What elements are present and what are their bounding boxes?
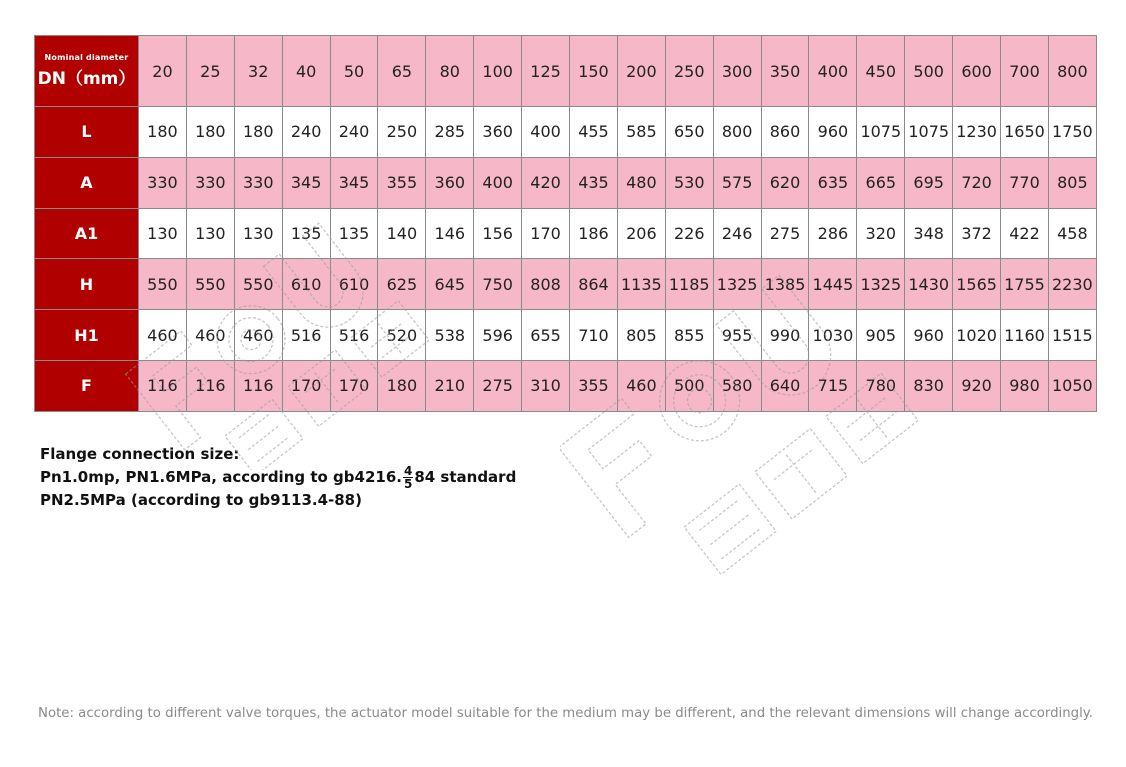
table-cell: 140 xyxy=(378,208,426,259)
flange-connection-note xyxy=(40,444,516,511)
table-cell: 980 xyxy=(1001,360,1049,411)
table-cell: 596 xyxy=(474,310,522,361)
table-cell: 960 xyxy=(905,310,953,361)
table-cell: 585 xyxy=(617,107,665,158)
table-cell: 1515 xyxy=(1048,310,1096,361)
flange-line-1 xyxy=(40,465,516,490)
dimension-table xyxy=(34,35,1097,412)
table-cell: 500 xyxy=(665,360,713,411)
table-cell: 1185 xyxy=(665,259,713,310)
table-row xyxy=(35,157,1097,208)
table-cell: 246 xyxy=(713,208,761,259)
table-cell: 805 xyxy=(1048,157,1096,208)
table-cell: 1230 xyxy=(953,107,1001,158)
nominal-diameter-label: Nominal diameter xyxy=(44,53,129,62)
table-cell: 422 xyxy=(1001,208,1049,259)
table-cell: 1135 xyxy=(617,259,665,310)
dn-value-cell: 32 xyxy=(234,36,282,107)
table-cell: 800 xyxy=(713,107,761,158)
fraction-denominator: 5 xyxy=(403,477,413,491)
table-cell: 1030 xyxy=(809,310,857,361)
table-cell: 1385 xyxy=(761,259,809,310)
table-cell: 2230 xyxy=(1048,259,1096,310)
fraction xyxy=(403,465,413,490)
table-cell: 855 xyxy=(665,310,713,361)
table-cell: 655 xyxy=(522,310,570,361)
table-cell: 180 xyxy=(186,107,234,158)
table-cell: 275 xyxy=(761,208,809,259)
table-cell: 830 xyxy=(905,360,953,411)
table-cell: 550 xyxy=(139,259,187,310)
table-row xyxy=(35,107,1097,158)
table-cell: 538 xyxy=(426,310,474,361)
table-cell: 180 xyxy=(378,360,426,411)
table-cell: 1075 xyxy=(857,107,905,158)
table-cell: 550 xyxy=(186,259,234,310)
dn-value-cell: 25 xyxy=(186,36,234,107)
table-cell: 780 xyxy=(857,360,905,411)
table-cell: 116 xyxy=(139,360,187,411)
dn-value-cell: 700 xyxy=(1001,36,1049,107)
table-cell: 920 xyxy=(953,360,1001,411)
table-cell: 620 xyxy=(761,157,809,208)
dn-value-cell: 20 xyxy=(139,36,187,107)
footer-note: Note: according to different valve torques, the actuator model suitable for the medium may be different, and the relevant dimensions will change accordingly. xyxy=(38,706,1093,721)
table-cell: 580 xyxy=(713,360,761,411)
table-cell: 860 xyxy=(761,107,809,158)
table-cell: 720 xyxy=(953,157,1001,208)
table-row xyxy=(35,208,1097,259)
dimension-table-body xyxy=(35,36,1097,412)
dn-value-cell: 500 xyxy=(905,36,953,107)
header-row xyxy=(35,36,1097,107)
dn-value-cell: 800 xyxy=(1048,36,1096,107)
table-cell: 455 xyxy=(570,107,618,158)
table-cell: 435 xyxy=(570,157,618,208)
table-cell: 1325 xyxy=(713,259,761,310)
table-cell: 960 xyxy=(809,107,857,158)
table-cell: 635 xyxy=(809,157,857,208)
table-cell: 275 xyxy=(474,360,522,411)
dn-value-cell: 65 xyxy=(378,36,426,107)
table-cell: 348 xyxy=(905,208,953,259)
row-label-cell: H1 xyxy=(35,310,139,361)
table-cell: 460 xyxy=(186,310,234,361)
table-cell: 1020 xyxy=(953,310,1001,361)
table-cell: 320 xyxy=(857,208,905,259)
table-row xyxy=(35,259,1097,310)
table-cell: 170 xyxy=(330,360,378,411)
table-cell: 625 xyxy=(378,259,426,310)
table-cell: 715 xyxy=(809,360,857,411)
flange-line-1-suffix: 84 standard xyxy=(414,468,517,486)
table-cell: 135 xyxy=(282,208,330,259)
table-cell: 156 xyxy=(474,208,522,259)
table-cell: 400 xyxy=(522,107,570,158)
table-cell: 310 xyxy=(522,360,570,411)
dn-value-cell: 350 xyxy=(761,36,809,107)
table-cell: 665 xyxy=(857,157,905,208)
table-cell: 1075 xyxy=(905,107,953,158)
dn-value-cell: 150 xyxy=(570,36,618,107)
table-cell: 460 xyxy=(617,360,665,411)
dn-value-cell: 600 xyxy=(953,36,1001,107)
table-cell: 355 xyxy=(378,157,426,208)
table-cell: 460 xyxy=(139,310,187,361)
table-cell: 955 xyxy=(713,310,761,361)
table-cell: 345 xyxy=(330,157,378,208)
table-cell: 805 xyxy=(617,310,665,361)
table-cell: 1160 xyxy=(1001,310,1049,361)
table-cell: 710 xyxy=(570,310,618,361)
dn-value-cell: 200 xyxy=(617,36,665,107)
table-cell: 516 xyxy=(330,310,378,361)
row-label-cell: H xyxy=(35,259,139,310)
table-cell: 372 xyxy=(953,208,1001,259)
table-cell: 695 xyxy=(905,157,953,208)
flange-line-2: PN2.5MPa (according to gb9113.4-88) xyxy=(40,491,362,509)
dn-value-cell: 100 xyxy=(474,36,522,107)
table-cell: 1750 xyxy=(1048,107,1096,158)
table-cell: 330 xyxy=(186,157,234,208)
table-cell: 170 xyxy=(522,208,570,259)
table-cell: 1565 xyxy=(953,259,1001,310)
table-cell: 250 xyxy=(378,107,426,158)
table-cell: 206 xyxy=(617,208,665,259)
table-cell: 808 xyxy=(522,259,570,310)
table-cell: 770 xyxy=(1001,157,1049,208)
dn-value-cell: 400 xyxy=(809,36,857,107)
table-cell: 330 xyxy=(139,157,187,208)
table-cell: 355 xyxy=(570,360,618,411)
table-cell: 1445 xyxy=(809,259,857,310)
flange-title: Flange connection size: xyxy=(40,445,240,463)
table-cell: 360 xyxy=(426,157,474,208)
fraction-numerator: 4 xyxy=(403,464,413,478)
table-cell: 130 xyxy=(186,208,234,259)
table-cell: 116 xyxy=(186,360,234,411)
table-cell: 360 xyxy=(474,107,522,158)
table-cell: 130 xyxy=(139,208,187,259)
dn-header-cell xyxy=(35,36,139,107)
table-cell: 520 xyxy=(378,310,426,361)
table-row xyxy=(35,310,1097,361)
dn-value-cell: 450 xyxy=(857,36,905,107)
row-label-cell: A1 xyxy=(35,208,139,259)
table-cell: 650 xyxy=(665,107,713,158)
dn-value-cell: 50 xyxy=(330,36,378,107)
table-cell: 610 xyxy=(330,259,378,310)
table-cell: 130 xyxy=(234,208,282,259)
table-cell: 480 xyxy=(617,157,665,208)
table-cell: 530 xyxy=(665,157,713,208)
table-cell: 210 xyxy=(426,360,474,411)
table-cell: 516 xyxy=(282,310,330,361)
table-cell: 610 xyxy=(282,259,330,310)
table-cell: 864 xyxy=(570,259,618,310)
table-cell: 170 xyxy=(282,360,330,411)
dn-unit-label: DN（mm） xyxy=(37,69,136,89)
table-cell: 285 xyxy=(426,107,474,158)
row-label-cell: A xyxy=(35,157,139,208)
dn-value-cell: 300 xyxy=(713,36,761,107)
table-cell: 180 xyxy=(139,107,187,158)
table-cell: 240 xyxy=(282,107,330,158)
dn-value-cell: 250 xyxy=(665,36,713,107)
dn-value-cell: 40 xyxy=(282,36,330,107)
table-cell: 1050 xyxy=(1048,360,1096,411)
table-cell: 1325 xyxy=(857,259,905,310)
table-cell: 1430 xyxy=(905,259,953,310)
table-cell: 330 xyxy=(234,157,282,208)
table-cell: 905 xyxy=(857,310,905,361)
table-cell: 420 xyxy=(522,157,570,208)
table-cell: 240 xyxy=(330,107,378,158)
table-row xyxy=(35,360,1097,411)
table-cell: 640 xyxy=(761,360,809,411)
table-cell: 1650 xyxy=(1001,107,1049,158)
table-cell: 1755 xyxy=(1001,259,1049,310)
dn-value-cell: 125 xyxy=(522,36,570,107)
table-cell: 186 xyxy=(570,208,618,259)
table-cell: 286 xyxy=(809,208,857,259)
table-cell: 750 xyxy=(474,259,522,310)
table-cell: 458 xyxy=(1048,208,1096,259)
row-label-cell: F xyxy=(35,360,139,411)
table-cell: 400 xyxy=(474,157,522,208)
table-cell: 460 xyxy=(234,310,282,361)
dn-value-cell: 80 xyxy=(426,36,474,107)
table-cell: 990 xyxy=(761,310,809,361)
table-cell: 345 xyxy=(282,157,330,208)
row-label-cell: L xyxy=(35,107,139,158)
table-cell: 146 xyxy=(426,208,474,259)
table-cell: 550 xyxy=(234,259,282,310)
table-cell: 135 xyxy=(330,208,378,259)
table-cell: 180 xyxy=(234,107,282,158)
table-cell: 226 xyxy=(665,208,713,259)
table-cell: 645 xyxy=(426,259,474,310)
flange-line-1-prefix: Pn1.0mp, PN1.6MPa, according to gb4216. xyxy=(40,468,402,486)
table-cell: 575 xyxy=(713,157,761,208)
table-cell: 116 xyxy=(234,360,282,411)
